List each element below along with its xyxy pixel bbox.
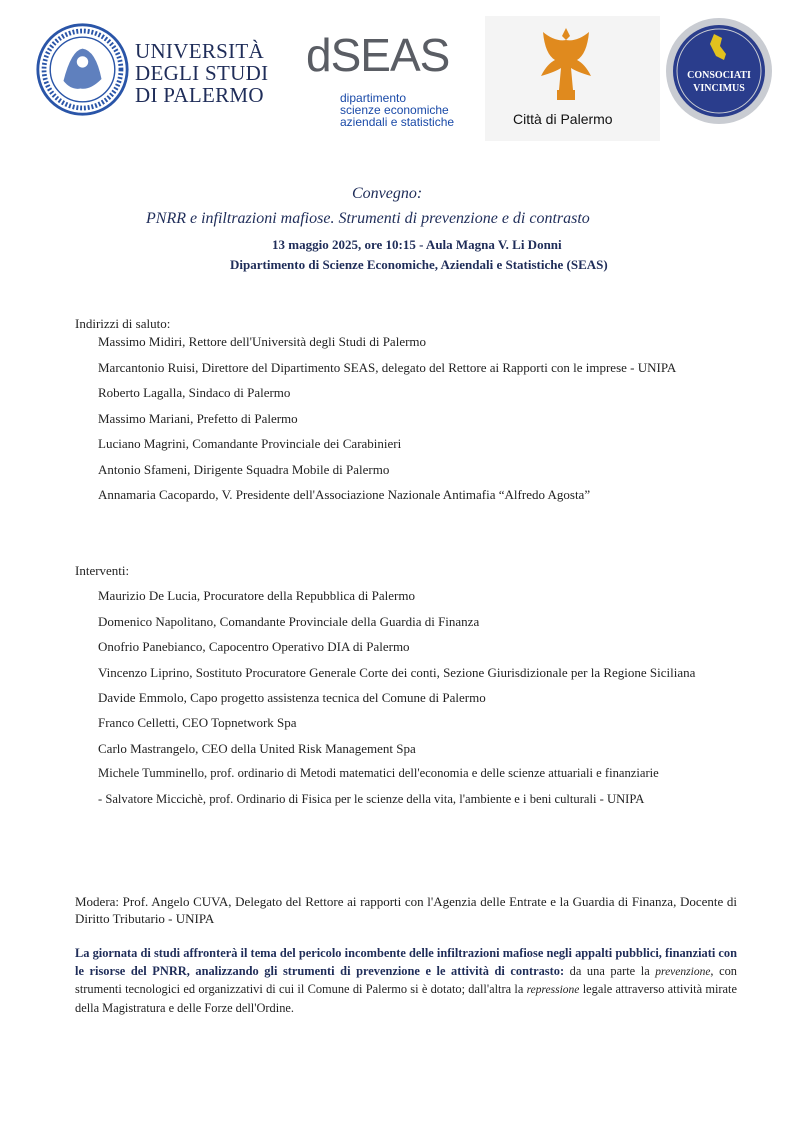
summary-em-repressione: repressione [526,984,580,996]
event-date: 13 maggio 2025, ore 10:15 - Aula Magna V. Li Donni [272,237,562,252]
list-item: Onofrio Panebianco, Capocentro Operativo DIA di Palermo [98,639,410,654]
list-item: Domenico Napolitano, Comandante Provinciale della Guardia di Finanza [98,613,480,629]
unipa-line3: DI PALERMO [135,83,264,107]
antimafia-motto-1: CONSOCIATI [687,70,751,81]
antimafia-motto-2: VINCIMUS [693,83,745,94]
interventi-list [98,583,738,812]
list-item: Marcantonio Ruisi, Direttore del Dipartimento SEAS, delegato del Rettore ai Rapporti con le imprese - UNIPA [98,359,677,375]
list-item: Roberto Lagalla, Sindaco di Palermo [98,385,291,400]
antimafia-seal-icon [664,16,774,126]
dseas-wordmark: dSEAS [306,29,450,81]
unipa-logo [35,22,280,122]
unipa-line1: UNIVERSITÀ [135,39,264,63]
saluti-list [98,329,738,508]
event-kicker: Convegno: [352,185,423,202]
citta-label: Città di Palermo [513,111,613,127]
list-item: Carlo Mastrangelo, CEO della United Risk Management Spa [98,740,416,756]
summary-part3: legale attraverso attività mirate della Magistratura e delle Forze dell'Ordine. [75,982,737,1015]
summary-bold: La giornata di studi affronterà il tema del pericolo incombente delle infiltrazioni mafiose negli appalti pubblici, finanziati con le risorse del PNRR, analizzando gli strumenti di prevenzione e le attività di contrasto: [75,946,737,978]
unipa-seal-icon [35,22,130,117]
list-item: Davide Emmolo, Capo progetto assistenza tecnica del Comune di Palermo [98,689,486,705]
list-item: - Salvatore Miccichè, prof. Ordinario di Fisica per le scienze della vita, l'ambiente e i beni culturali - UNIPA [98,791,645,806]
event-summary [75,945,737,1017]
list-item: Luciano Magrini, Comandante Provinciale dei Carabinieri [98,436,402,451]
dseas-subtitle [340,92,454,128]
list-item: Massimo Mariani, Prefetto di Palermo [98,410,298,426]
dseas-sub3: aziendali e statistiche [340,115,455,129]
event-title: PNRR e infiltrazioni mafiose. Strumenti di prevenzione e di contrasto [146,210,590,227]
eagle-icon [535,24,597,104]
citta-palermo-logo [485,16,660,141]
list-item: Vincenzo Liprino, Sostituto Procuratore Generale Corte dei conti, Sezione Giurisdizionale per la Regione Siciliana [98,664,696,680]
list-item: Massimo Midiri, Rettore dell'Università degli Studi di Palermo [98,334,427,349]
unipa-line2: DEGLI STUDI [135,61,269,85]
list-item: Annamaria Cacopardo, V. Presidente dell'Associazione Nazionale Antimafia “Alfredo Agosta” [98,487,591,502]
list-item: Maurizio De Lucia, Procuratore della Repubblica di Palermo [98,588,415,603]
dseas-sub1: dipartimento [340,91,407,105]
list-item: Franco Celletti, CEO Topnetwork Spa [98,715,297,730]
logo-bar [0,10,810,140]
summary-part2: , con strumenti tecnologici ed organizzativi di cui il Comune di Palermo si è dotato; dall'altra la [75,963,737,996]
dseas-logo [298,28,473,138]
summary-part1: da una parte la [564,963,656,978]
dseas-sub2: scienze economiche [340,103,449,117]
unipa-name [135,40,268,106]
interventi-label: Interventi: [75,563,130,578]
list-item: Antonio Sfameni, Dirigente Squadra Mobile di Palermo [98,461,390,477]
summary-em-prevenzione: prevenzione [655,965,711,978]
moderator-note: Modera: Prof. Angelo CUVA, Delegato del Rettore ai rapporti con l'Agenzia delle Entrate e la Guardia di Finanza, Docente di Diritto Tributario - UNIPA [75,894,737,926]
list-item: Michele Tumminello, prof. ordinario di Metodi matematici dell'economia e delle scienze attuariali e finanziarie [98,766,659,780]
event-department: Dipartimento di Scienze Economiche, Aziendali e Statistiche (SEAS) [230,257,608,272]
saluti-label: Indirizzi di saluto: [75,316,171,331]
